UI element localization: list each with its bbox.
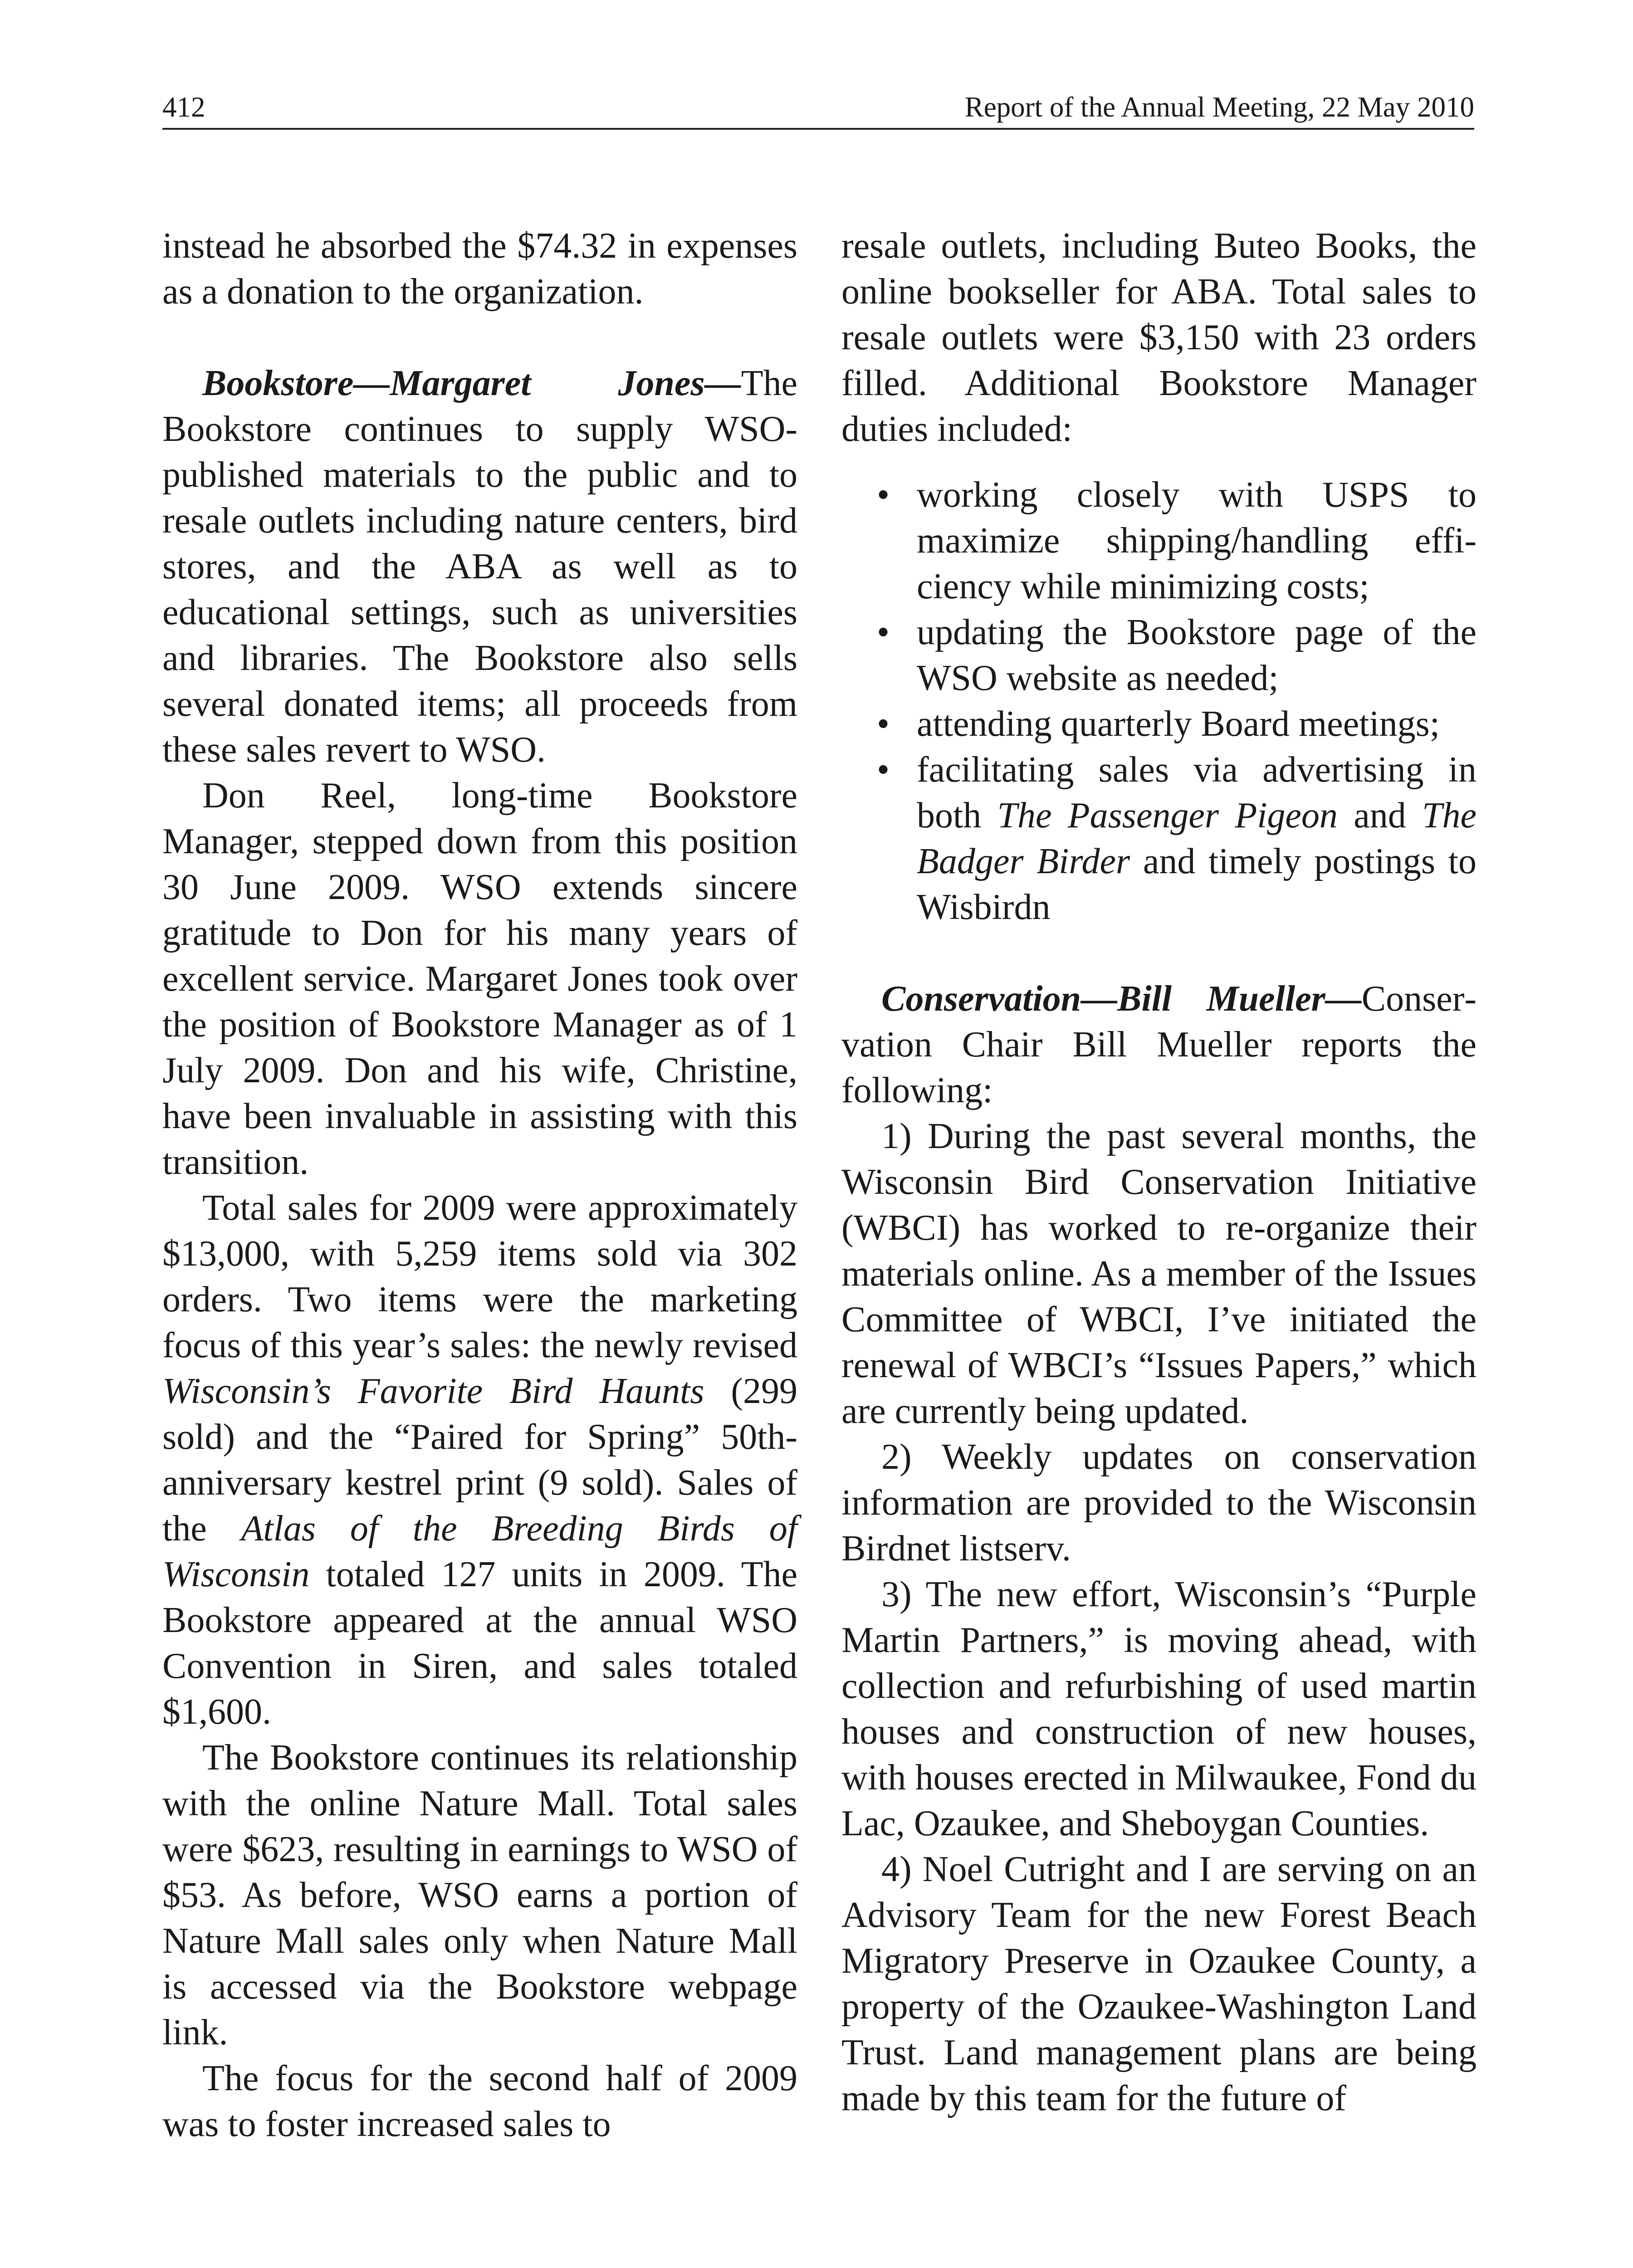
right-column (841, 223, 1477, 2121)
paragraph-text: The Bookstore continues to supply WSO-published materials to the public and to resale outlets including nature centers, bird stores, and the ABA as well as to educational settings, such as universities and libraries. The Bookstore also sells several donated items; all proceeds from these sales revert to WSO. (162, 363, 797, 770)
conservation-report-intro (841, 976, 1477, 1114)
journal-title: The Badger Birder (917, 796, 1477, 881)
paragraph: 2) Weekly updates on conservation information are provided to the Wisconsin Birdnet listserv. (841, 1437, 1477, 1569)
paragraph: The Bookstore continues its relationship with the online Nature Mall. Total sales were $623, resulting in earnings to WSO of $53. As before, WSO earns a portion of Nature Mall sales only when Nature Mall is accessed via the Bookstore webpage link. (162, 1738, 797, 2053)
paragraph: Don Reel, long-time Bookstore Manager, stepped down from this position 30 June 2009. WSO extends sincere gratitude to Don for his many years of excellent service. Margaret Jones took over the position of Bookstore Manager as of 1 July 2009. Don and his wife, Christine, have been invaluable in assisting with this transition. (162, 776, 797, 1182)
paragraph: resale outlets, including Buteo Books, the online bookseller for ABA. Total sales to resale outlets were $3,150 with 23 orders filled. Additional Bookstore Manager duties included: (841, 226, 1477, 449)
list-item-text: and timely postings to Wisbirdn (917, 841, 1477, 927)
list-item-text: and (1337, 796, 1422, 836)
list-item: • attending quarterly Board meetings; (917, 701, 1477, 747)
paragraph-text: (299 sold) and the “Paired for Spring” 50th-anniversary kestrel print (9 sold). Sales of the (162, 1371, 798, 1549)
book-title: Atlas of the Breeding Birds of Wisconsin (162, 1509, 797, 1594)
section-heading-bookstore: Bookstore—Margaret Jones— (202, 363, 741, 403)
page-number: 412 (162, 91, 205, 123)
running-title: Report of the Annual Meeting, 22 May 2010 (964, 91, 1474, 123)
paragraph-text: Total sales for 2009 were approximately $13,000, with 5,259 items sold via 302 orders. Two items were the marketing focus of this year’s sales: the newly revised (162, 1188, 797, 1365)
list-item-text: facilitating sales via advertising in both (917, 750, 1477, 836)
running-header (162, 86, 1474, 130)
paragraph: instead he absorbed the $74.32 in expenses as a donation to the organization. (162, 226, 797, 312)
paragraph: 3) The new effort, Wisconsin’s “Purple Martin Partners,” is moving ahead, with collection and refurbishing of used martin houses and construction of new houses, with houses erected in Milwaukee, Fond du Lac, Ozaukee, and Sheboygan Counties. (841, 1574, 1477, 1843)
section-heading-conservation: Conservation—Bill Mueller— (881, 979, 1362, 1019)
paragraph: The focus for the second half of 2009 was to foster increased sales to (162, 2058, 797, 2144)
list-item: • working closely with USPS to maximize shipping/handling efficiency while minimizing costs; (917, 472, 1477, 610)
paragraph: 4) Noel Cutright and I are serving on an Advisory Team for the new Forest Beach Migratory Preserve in Ozaukee County, a property of the Ozaukee-Washington Land Trust. Land management plans are being made by this team for the future of (841, 1849, 1477, 2118)
paragraph: 1) During the past several months, the Wisconsin Bird Conservation Initiative (WBCI) has worked to re-organize their materials online. As a member of the Issues Committee of WBCI, I’ve initiated the renewal of WBCI’s “Issues Papers,” which are currently being updated. (841, 1116, 1477, 1431)
list-item (917, 747, 1477, 930)
paragraph-text: totaled 127 units in 2009. The Bookstore appeared at the annual WSO Convention in Siren, and sales totaled $1,600. (162, 1554, 797, 1732)
paragraph-text: Conservation Chair Bill Mueller reports the following: (841, 979, 1477, 1110)
duties-list (841, 472, 1477, 930)
list-item: • updating the Bookstore page of the WSO website as needed; (917, 610, 1477, 701)
bookstore-report-intro (162, 361, 797, 773)
book-title: Wisconsin’s Favorite Bird Haunts (162, 1371, 704, 1411)
journal-title: The Passenger Pigeon (997, 796, 1338, 836)
paragraph (162, 1185, 797, 1735)
left-column (162, 223, 797, 2147)
